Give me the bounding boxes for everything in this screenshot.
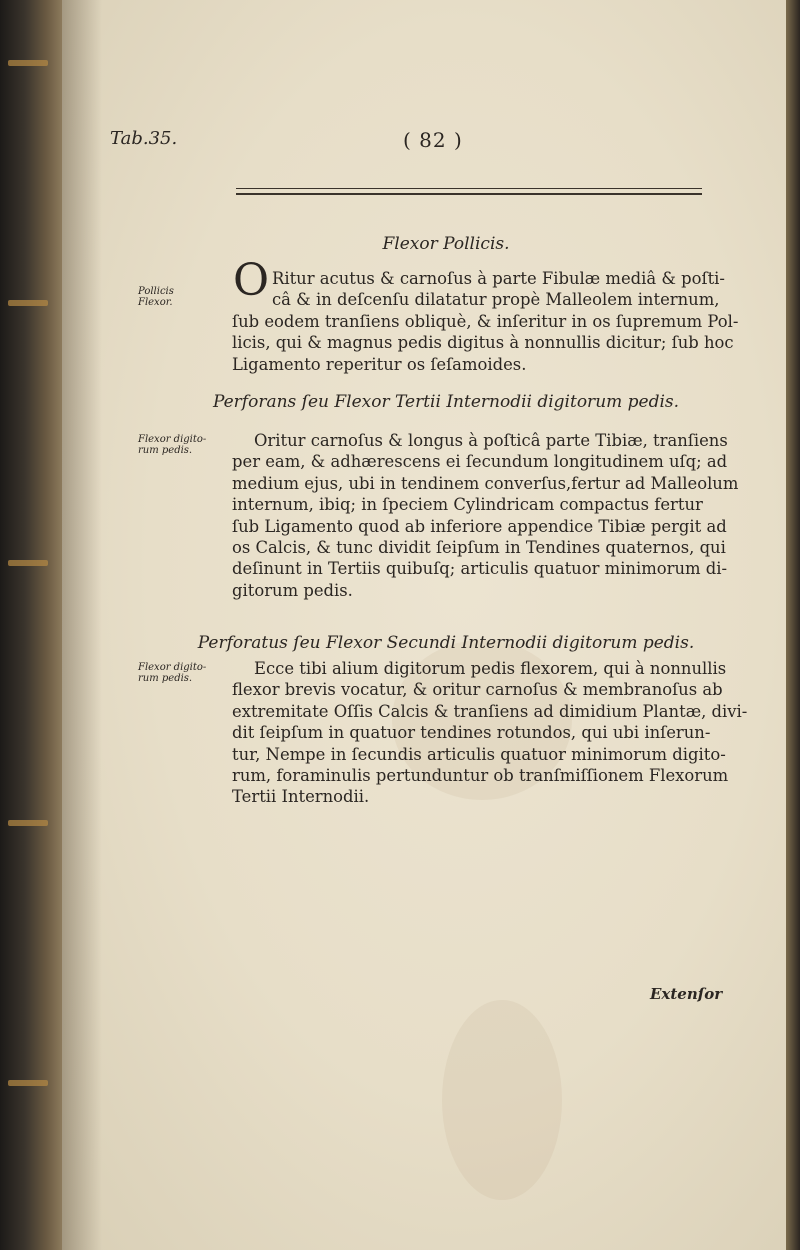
text-line: Oritur carnoſus & longus à poſticâ parte Tibiæ, tranſiens — [254, 431, 728, 450]
text-line: rum, foraminulis pertunduntur ob tranſmiſſionem Flexorum — [232, 766, 729, 786]
margin-note: Flexor digito-rum pedis. — [138, 434, 207, 456]
section-heading: Flexor Pollicis. — [382, 234, 510, 254]
section-paragraph — [232, 658, 748, 808]
margin-note: Flexor digito-rum pedis. — [138, 662, 207, 684]
text-line: licis, qui & magnus pedis digitus à nonnullis dicitur; ſub hoc — [232, 333, 734, 353]
text-line: per eam, & adhærescens ei ſecundum longitudinem uſq; ad — [232, 452, 728, 472]
text-line: extremitate Oſſis Calcis & tranſiens ad dimidium Plantæ, divi- — [232, 701, 748, 721]
binding-thread — [8, 560, 48, 566]
header-rule — [236, 193, 702, 195]
section-paragraph — [232, 268, 739, 375]
text-line: medium ejus, ubi in tendinem converſus,fertur ad Malleolum — [232, 473, 739, 493]
text-line: câ & in deſcenſu dilatatur propè Malleolem internum, — [272, 290, 720, 310]
text-line: tur, Nempe in ſecundis articulis quatuor minimorum digito- — [232, 744, 726, 764]
text-line: ſub Ligamento quod ab inferiore appendice Tibiæ pergit ad — [232, 516, 727, 536]
section-heading: Perforatus ſeu Flexor Secundi Internodii digitorum pedis. — [197, 633, 695, 653]
gutter-shadow — [62, 0, 102, 1250]
margin-note: Pollicis Flexor. — [138, 286, 174, 308]
table-label: Tab.35. — [110, 128, 178, 149]
text-line: Ritur acutus & carnoſus à parte Fibulæ mediâ & poſti- — [272, 269, 725, 288]
section-heading: Perforans ſeu Flexor Tertii Internodii digitorum pedis. — [212, 392, 680, 412]
text-line: deſinunt in Tertiis quibuſq; articulis quatuor minimorum di- — [232, 559, 728, 579]
header-rule — [236, 188, 702, 189]
text-line: ſub eodem tranſiens obliquè, & inſeritur in os ſupremum Pol- — [232, 311, 739, 331]
text-line: Tertii Internodii. — [232, 787, 370, 807]
paper-stain — [442, 1000, 562, 1200]
text-line: gitorum pedis. — [232, 580, 353, 600]
page-number: ( 82 ) — [403, 128, 463, 152]
text-line: Ligamento reperitur os ſeſamoides. — [232, 354, 527, 374]
book-spine-left — [0, 0, 62, 1250]
text-line: dit ſeipſum in quatuor tendines rotundos, qui ubi inſerun- — [232, 723, 711, 743]
binding-thread — [8, 820, 48, 826]
text-line: Ecce tibi alium digitorum pedis flexorem, qui à nonnullis — [254, 659, 727, 678]
text-line: internum, ibiq; in ſpeciem Cylindricam compactus fertur — [232, 495, 703, 515]
catchword: Extenſor — [650, 985, 723, 1003]
drop-cap: O — [232, 255, 270, 306]
book-edge-right — [786, 0, 800, 1250]
text-line: os Calcis, & tunc dividit ſeipſum in Tendines quaternos, qui — [232, 538, 726, 558]
binding-thread — [8, 1080, 48, 1086]
binding-thread — [8, 300, 48, 306]
text-line: flexor brevis vocatur, & oritur carnoſus & membranoſus ab — [232, 680, 723, 700]
binding-thread — [8, 60, 48, 66]
section-paragraph — [232, 430, 739, 601]
